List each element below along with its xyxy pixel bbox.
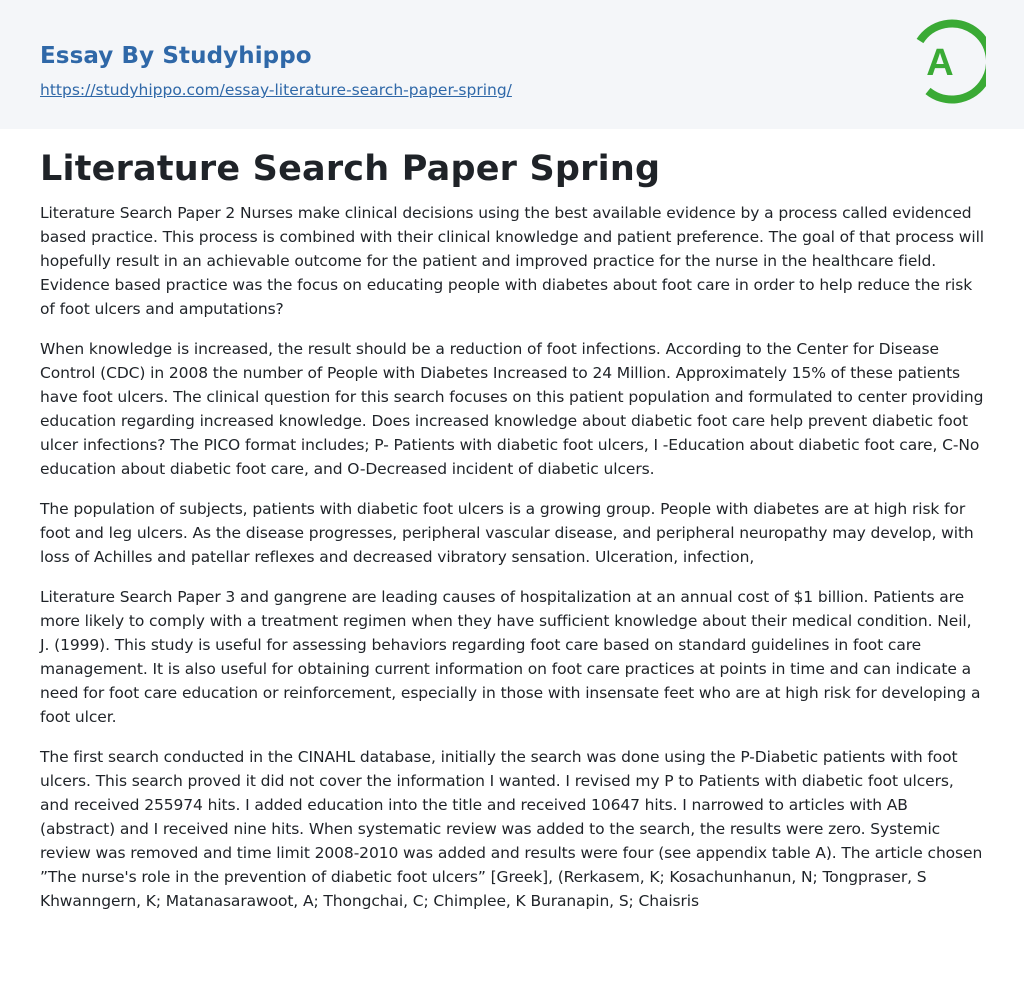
site-title[interactable]: Essay By Studyhippo	[40, 43, 312, 69]
article-paragraph-2: When knowledge is increased, the result should be a reduction of foot infections. According to the Center for Disease Control (CDC) in 2008 the number of People with Diabetes Increased to 24 Million. Approximately 15% of these patients have foot ulcers. The clinical question for this search focuses on this patient population and formulated to center providing education regarding increased knowledge. Does increased knowledge about diabetic foot care help prevent diabetic foot ulcer infections? The PICO format includes; P- Patients with diabetic foot ulcers, I -Education about diabetic foot care, C-No education about diabetic foot care, and O-Decreased incident of diabetic ulcers.	[40, 340, 984, 478]
page-title: Literature Search Paper Spring	[40, 149, 661, 189]
article-paragraph-1: Literature Search Paper 2 Nurses make clinical decisions using the best available evidence by a process called evidenced based practice. This process is combined with their clinical knowledge and patient preference. The goal of that process will hopefully result in an achievable outcome for the patient and improved practice for the nurse in the healthcare field. Evidence based practice was the focus on educating people with diabetes about foot care in order to help reduce the risk of foot ulcers and amputations?	[40, 204, 984, 318]
article-url-link[interactable]: https://studyhippo.com/essay-literature-search-paper-spring/	[40, 81, 512, 99]
article-paragraph-4: Literature Search Paper 3 and gangrene are leading causes of hospitalization at an annual cost of $1 billion. Patients are more likely to comply with a treatment regimen when they have sufficient knowledge about their medical condition. Neil, J. (1999). This study is useful for assessing behaviors regarding foot care based on standard guidelines in foot care management. It is also useful for obtaining current information on foot care practices at points in time and can indicate a need for foot care education or reinforcement, especially in those with insensate feet who are at high risk for developing a foot ulcer.	[40, 588, 981, 726]
article-paragraph-3: The population of subjects, patients with diabetic foot ulcers is a growing group. People with diabetes are at high risk for foot and leg ulcers. As the disease progresses, peripheral vascular disease, and peripheral neuropathy may develop, with loss of Achilles and patellar reflexes and decreased vibratory sensation. Ulceration, infection,	[40, 500, 974, 566]
logo-letter: A	[926, 42, 954, 84]
studyhippo-logo-icon[interactable]	[912, 19, 986, 105]
article-content	[0, 147, 1024, 913]
article-paragraph-5: The first search conducted in the CINAHL database, initially the search was done using the P-Diabetic patients with foot ulcers. This search proved it did not cover the information I wanted. I revised my P to Patients with diabetic foot ulcers, and received 255974 hits. I added education into the title and received 10647 hits. I narrowed to articles with AB (abstract) and I received nine hits. When systematic review was added to the search, the results were zero. Systemic review was removed and time limit 2008-2010 was added and results were four (see appendix table A). The article chosen ”The nurse's role in the prevention of diabetic foot ulcers” [Greek], (Rerkasem, K; Kosachunhanun, N; Tongpraser, S Khwanngern, K; Matanasarawoot, A; Thongchai, C; Chimplee, K Buranapin, S; Chaisris	[40, 748, 983, 910]
site-header	[0, 0, 1024, 129]
